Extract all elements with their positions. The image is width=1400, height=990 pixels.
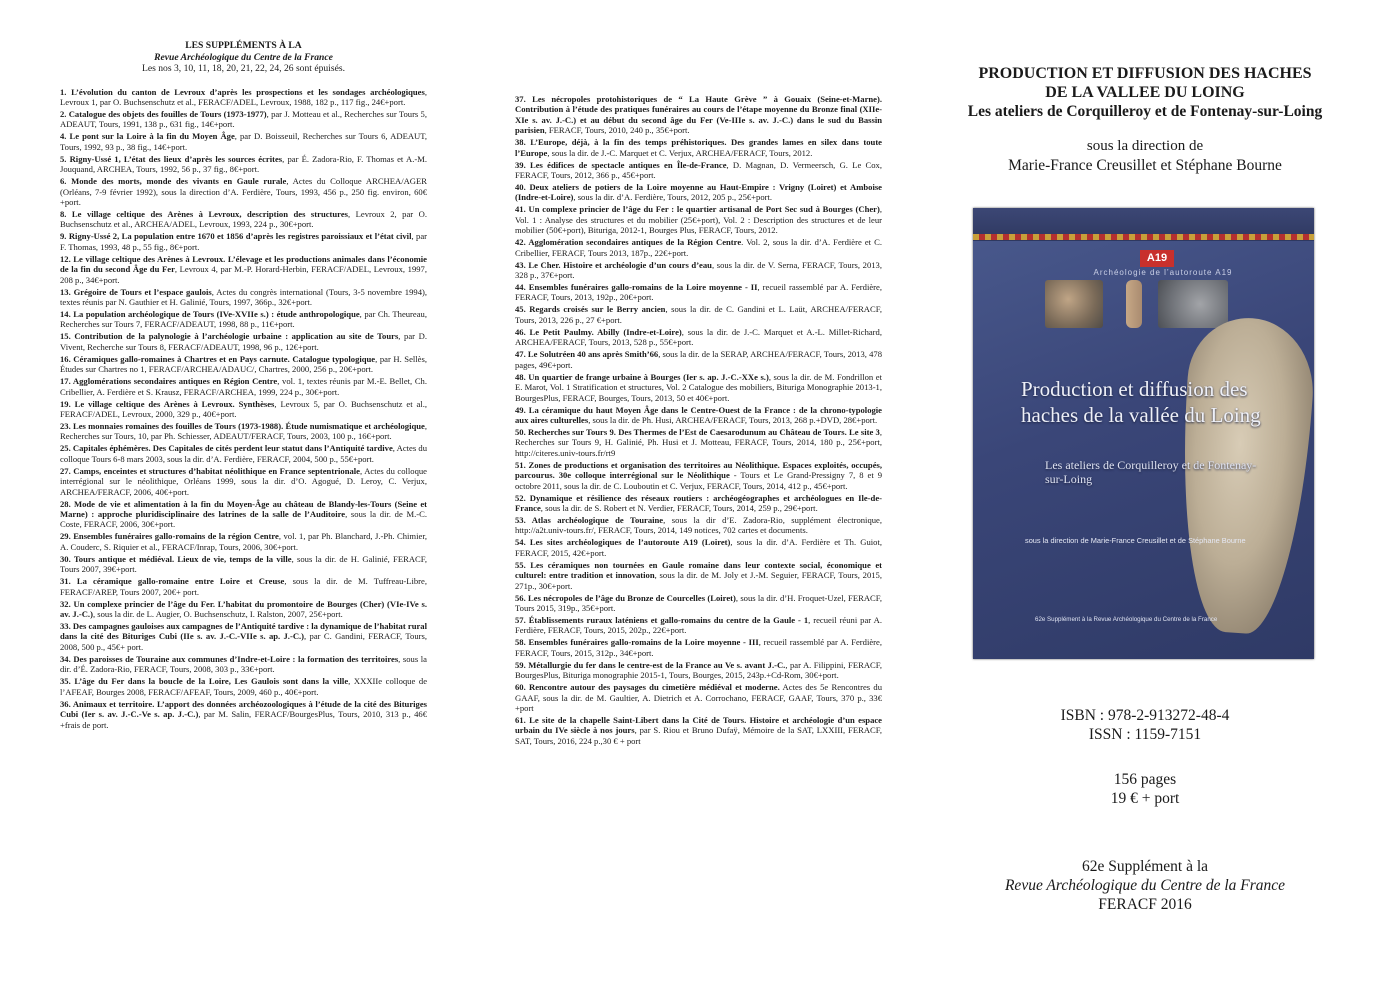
book-title-line2: DE LA VALLEE DU LOING (1045, 84, 1245, 101)
list-header (60, 40, 427, 75)
list-item (515, 372, 882, 403)
list-item (60, 443, 427, 464)
entry-title: 58. Ensembles funéraires gallo-romains de la Loire moyenne - III (515, 637, 759, 648)
list-item (515, 327, 882, 348)
entry-title: 29. Ensembles funéraires gallo-romains de la région Centre (60, 531, 279, 542)
entry-title: 8. Le village celtique des Arènes à Levroux, description des structures (60, 208, 348, 219)
entry-details: , Vol. 1 : Analyse des structures et du mobilier (25€+port), Vol. 2 : Description des structures et de leur mobilier (50€+port), Bituriga, 2012-1, Bourges Plus, FERACF, Tours, 2012. (515, 204, 882, 236)
list-item (60, 466, 427, 497)
entry-details: , par M. Salin, FERACF/BourgesPlus, Tours, 2010, 313 p., 46€+frais de port. (60, 709, 427, 730)
entry-details: , par H. Sellès, Études sur Chartres no 1, FERACF/ARCHEA/ADAUC/, Chartres, 2000, 256 p., 20€+port. (60, 353, 427, 375)
entry-details: , sous la dir d’E. Zadora-Rio, supplément électronique, http://a2t.univ-tours.fr/, FERACF, Tours, 2014, 149 notices, 702 cartes et documents. (515, 514, 882, 536)
entry-details: , sous la dir. d’É. Zadora-Rio, FERACF, Tours, 2008, 303 p., 33€+port. (60, 653, 427, 675)
list-item (60, 531, 427, 552)
list-header-journal: Revue Archéologique du Centre de la France (154, 51, 333, 63)
entry-details: , sous la dir. de la SERAP, ARCHEA/FERACF, Tours, 2013, 478 pages, 49€+port. (515, 349, 882, 370)
list-item (515, 405, 882, 426)
entry-details: , Actes du Colloque ARCHEA/AGER (Orléans, 7-9 février 1992), sous la direction d’A. Ferdière, Tours, 1993, 456 p., 250 fig. environ, 60€+port. (60, 176, 427, 207)
list-item (515, 304, 882, 325)
entry-title: 49. La céramique du haut Moyen Âge dans le Centre-Ouest de la France : de la chrono-typologie aux aires culturelles (515, 404, 882, 425)
entry-title: 23. Les monnaies romaines des fouilles de Tours (1973-1988). Étude numismatique et archéologique (60, 421, 425, 431)
entry-details: , Actes du colloque interrégional sur le néolithique, Orléans 1999, sous la dir. d’O. Agogué, D. Leroy, C. Verjux, ARCHEA/FERACF, 2006, 40€+port. (60, 465, 428, 497)
list-item (60, 176, 427, 207)
entry-title: 60. Rencontre autour des paysages du cimetière médiéval et moderne. (515, 682, 780, 693)
book-cover (973, 208, 1314, 659)
cover-series: Archéologie de l’autoroute A19 (1093, 268, 1233, 277)
entry-title: 51. Zones de productions et organisation des territoires au Néolithique. Espaces exploités, occupés, parcourus. 30e colloque interrégional sur le Néolithique (515, 459, 882, 481)
entry-title: 45. Regards croisés sur le Berry ancien (515, 304, 666, 315)
list-item (515, 615, 882, 636)
entry-title: 27. Camps, enceintes et structures d’habitat néolithique en France septentrionale (60, 465, 360, 476)
entry-details: , par J. Motteau et al., Recherches sur Tours 5, ADEAUT, Tours, 1991, 138 p., 631 fig., 14€+port. (60, 108, 427, 130)
entry-title: 37. Les nécropoles protohistoriques de “ La Haute Grève ” à Gouaix (Seine-et-Marne). Contribution à l’étude des pratiques funéraires au cours de l’étape moyenne du Bronze final (XIIe-XIe s. av. J.-C.) et au début du second âge du Fer (Ve-IIIe s. av. J.-C.) dans le sud du Bassin parisien (515, 94, 882, 136)
entry-details: , sous la dir. d’A. Ferdière, Tours, 2012, 205 p., 25€+port. (573, 192, 773, 203)
entry-title: 48. Un quartier de frange urbaine à Bourges (Ier s. ap. J.-C.-XXe s.) (515, 371, 769, 382)
list-item (60, 499, 427, 530)
entry-title: 5. Rigny-Ussé 1, L’état des lieux d’après les sources écrites (60, 153, 283, 164)
entry-details: , sous la dir. de S. Robert et N. Verdier, FERACF, Tours, 2014, 259 p., 29€+port. (540, 502, 818, 513)
list-item (515, 160, 882, 181)
entry-title: 25. Capitales éphémères. Des Capitales de cités perdent leur statut dans l’Antiquité tardive (60, 443, 393, 454)
entry-title: 57. Établissements ruraux laténiens et gallo-romains du centre de la Gaule - 1 (515, 614, 809, 625)
entry-title: 42. Agglomération secondaires antiques de la Région Centre (515, 237, 742, 248)
entry-title: 46. Le Petit Paulmy. Abilly (Indre-et-Loire) (515, 326, 682, 337)
entry-details: , recueil réuni par A. Ferdière, FERACF, Tours, 2015, 202p., 22€+port. (515, 614, 882, 636)
cover-photo-stone (1045, 280, 1103, 328)
cover-title: Production et diffusion des haches de la vallée du Loing (1021, 377, 1261, 427)
list-item (60, 254, 427, 285)
entry-title: 13. Grégoire de Tours et l’espace gaulois (60, 286, 212, 297)
entry-title: 28. Mode de vie et alimentation à la fin du Moyen-Âge au château de Blandy-les-Tours (Seine et Marne) : approche pluridisciplinaire des latrines de la salle de l’Auditoire (60, 498, 427, 520)
entry-details: , sous la dir. d’H. Froquet-Uzel, FERACF, Tours 2015, 319p., 35€+port. (515, 592, 882, 613)
entry-details: , vol. 1, textes réunis par M.-E. Bellet, Ch. Cribellier, A. Ferdière et S. Krausz, FERACF/ARCHEA, 1999, 224 p., 30€+port. (60, 376, 427, 397)
list-item (60, 131, 427, 152)
list-item (60, 376, 427, 397)
list-item (60, 399, 427, 420)
entry-title: 50. Recherches sur Tours 9. Des Thermes de l’Est de Caesarodunum au Château de Tours. Le site 3 (515, 426, 880, 437)
cover-direction: sous la direction de Marie-France Creusillet et de Stéphane Bourne (1025, 536, 1246, 545)
entry-details: , Levroux 1, par O. Buchsenschutz et al., FERACF/ADEL, Levroux, 1988, 182 p., 117 fig., 24€+port. (60, 86, 427, 107)
list-item (60, 676, 427, 697)
entry-details: , sous la dir. de Ph. Husi, ARCHEA/FERACF, Tours, 2013, 268 p.+DVD, 28€+port. (588, 414, 878, 425)
entry-title: 47. Le Solutréen 40 ans après Smith’66 (515, 349, 659, 360)
entry-title: 38. L’Europe, déjà, à la fin des temps préhistoriques. Des grandes lames en silex dans toute l’Europe (515, 137, 882, 158)
price: 19 € + port (1110, 790, 1180, 807)
entry-details: , sous la dir. de M. Fondrillon et E. Marot, Vol. 1 Stratification et structures, Vol. 2 Catalogue des mobiliers, Bituriga Monographie 2013-1, BourgesPlus, FERACF, Bourges, Tours, 2013, 50 et 40€+port. (515, 371, 882, 403)
entry-details: , vol. 1, par Ph. Blanchard, J.-Ph. Chimier, A. Couderc, S. Riquier et al., FERACF/Inrap, Tours, 2006, 30€+port. (60, 531, 427, 552)
list-item (60, 699, 427, 730)
entry-title: 55. Les céramiques non tournées en Gaule romaine dans leur contexte social, économique et culturel: entre tradition et innovation (515, 559, 882, 581)
entry-details: . Vol. 2, sous la dir. d’A. Ferdière et C. Cribellier, FERACF, Tours 2013, 187p., 22€+port. (515, 237, 882, 258)
entry-title: 1. L’évolution du canton de Levroux d’après les prospections et les sondages archéologiques (60, 86, 425, 97)
entry-details: , par A. Filippini, FERACF, BourgesPlus, Bituriga monographie 2015-1, Tours, Bourges, 2015, 243p.+Cd-Rom, 30€+port. (515, 659, 882, 681)
entry-title: 59. Métallurgie du fer dans le centre-est de la France au Ve s. avant J.-C. (515, 659, 786, 670)
list-item (515, 260, 882, 281)
list-item (515, 593, 882, 614)
list-header-title: LES SUPPLÉMENTS À LA (185, 40, 302, 51)
book-announcement (935, 64, 1355, 175)
entry-details: , sous la dir. de V. Serna, FERACF, Tours, 2013, 328 p., 37€+port. (515, 259, 883, 281)
entry-details: , Levroux 4, par M.-P. Horard-Herbin, FERACF/ADEL, Levroux, 1997, 208 p., 34€+port. (60, 264, 427, 285)
publisher-year: FERACF 2016 (1098, 896, 1192, 913)
entry-title: 30. Tours antique et médiéval. Lieux de vie, temps de la ville (60, 553, 292, 564)
list-item (515, 137, 882, 158)
entry-title: 4. Le pont sur la Loire à la fin du Moyen Âge (60, 131, 235, 142)
entry-title: 56. Les nécropoles de l’âge du Bronze de Courcelles (Loiret) (515, 592, 736, 603)
list-item (515, 660, 882, 681)
entry-details: , FERACF, Tours, 2010, 240 p., 35€+port. (544, 125, 690, 136)
list-item (60, 421, 427, 442)
entry-details: - Tours et Le Grand-Pressigny 7, 8 et 9 octobre 2011, sous la dir. de C. Louboutin et C. Verjux, FERACF, Tours, 2014, 412 p., 45€+port. (515, 470, 882, 491)
list-item (515, 204, 882, 235)
page-count: 156 pages (1113, 771, 1177, 788)
list-item (60, 354, 427, 375)
entry-details: , Levroux 5, par O. Buchsenschutz et al., FERACF/ADEL, Levroux, 2000, 329 p., 40€+port. (60, 398, 427, 419)
entry-details: , sous la dir. de L. Augier, O. Buchsenschutz, I. Ralston, 2007, 25€+port. (92, 609, 343, 620)
entry-title: 9. Rigny-Ussé 2, La population entre 1670 et 1856 d’après les registres paroissiaux et l’état civil (60, 231, 412, 242)
entry-title: 15. Contribution de la palynologie à l’archéologie urbaine : application au site de Tours (60, 331, 399, 342)
supplements-list-middle (515, 94, 882, 748)
entry-details: , XXXIIe colloque de l’AFEAF, Bourges 2008, FERACF/AFEAF, Tours, 2009, 460 p., 40€+port. (60, 676, 428, 697)
entry-details: , recueil rassemblé par A. Ferdière, FERACF, Tours, 2013, 192p., 20€+port. (515, 282, 882, 303)
list-item (60, 599, 427, 620)
identifiers (935, 706, 1355, 744)
cover-stripe (973, 234, 1314, 240)
entry-details: , sous la dir. de C. Gandini et L. Laüt, ARCHEA/FERACF, Tours, 2013, 226 p., 27 €+port. (515, 304, 882, 325)
book-direction: sous la direction de (1086, 138, 1204, 154)
list-item (60, 231, 427, 252)
entry-details: , Recherches sur Tours 9, H. Galinié, Ph. Husi et J. Motteau, FERACF, Tours, 2014, 180 p., 25€+port, http://citeres.univ-tours.fr/rt9 (515, 426, 882, 458)
entry-details: , sous la dir. d’A. Ferdière et Th. Guiot, FERACF, 2015, 42€+port. (515, 537, 882, 558)
entry-title: 17. Agglomérations secondaires antiques en Région Centre (60, 376, 278, 387)
entry-title: 32. Un complexe princier de l’âge du Fer. L’habitat du promontoire de Bourges (Cher) (VIe-IVe s. av. J.-C.) (60, 598, 427, 620)
entry-title: 14. La population archéologique de Tours (IVe-XVIIe s.) : étude anthropologique (60, 308, 360, 319)
list-item (60, 209, 427, 230)
supplements-list-left (60, 40, 427, 732)
entry-details: Actes des 5e Rencontres du GAAF, sous la dir. de M. Gaultier, A. Dietrich et A. Corrochano, FERACF, GAAF, Tours, 370 p., 33€+port (515, 682, 882, 713)
list-item (515, 94, 882, 136)
list-item (515, 537, 882, 558)
entry-title: 19. Le village celtique des Arènes à Levroux. Synthèses (60, 398, 275, 409)
list-item (60, 309, 427, 330)
list-item (60, 576, 427, 597)
entry-title: 44. Ensembles funéraires gallo-romains de la Loire moyenne - II (515, 282, 758, 293)
list-item (515, 282, 882, 303)
supplement-info (935, 857, 1355, 914)
entry-title: 53. Atlas archéologique de Touraine (515, 514, 664, 525)
entry-title: 34. Des paroisses de Touraine aux communes d’Indre-et-Loire : la formation des territoires (60, 653, 399, 664)
list-item (515, 715, 882, 746)
entry-list (515, 94, 882, 746)
entry-title: 2. Catalogue des objets des fouilles de Tours (1973-1977) (60, 108, 267, 119)
list-item (60, 554, 427, 575)
list-item (60, 109, 427, 130)
entry-details: , Recherches sur Tours, 10, par Ph. Schiesser, ADEAUT/FERACF, Tours, 2003, 100 p., 16€+port. (60, 421, 427, 442)
entry-details: , sous la dir. de M. Tuffreau-Libre, FERACF/AREP, Tours 2007, 20€+ port. (60, 576, 427, 597)
entry-details: , sous la dir. de H. Galinié, FERACF, Tours 2007, 39€+port. (60, 553, 427, 575)
entry-details: , sous la dir. de J.-C. Marquet et A.-L. Millet-Richard, ARCHEA/FERACF, Tours, 2013, 528 p., 55€+port. (515, 326, 882, 348)
entry-title: 61. Le site de la chapelle Saint-Libert dans la Cité de Tours. Histoire et archéologie d’un espace urbain du IVe siècle à nos jours (515, 715, 882, 736)
list-item (515, 493, 882, 514)
entry-list (60, 87, 427, 730)
book-subtitle: Les ateliers de Corquilleroy et de Fontenay-sur-Loing (967, 103, 1323, 120)
entry-title: 41. Un complexe princier de l’âge du Fer : le quartier artisanal de Port Sec sud à Bourges (Cher) (515, 204, 880, 215)
list-item (60, 621, 427, 652)
entry-title: 39. Les édifices de spectacle antiques en Île-de-France (515, 159, 727, 170)
cover-footer: 62e Supplément à la Revue Archéologique du Centre de la France (1035, 616, 1218, 623)
list-item (515, 349, 882, 370)
entry-details: , recueil rassemblé par A. Ferdière, FERACF, Tours, 2015, 312p., 34€+port. (515, 637, 882, 658)
cover-photo-rock (1158, 280, 1228, 328)
entry-title: 43. Le Cher. Histoire et archéologie d’un cours d’eau (515, 259, 712, 270)
entry-details: , Actes du congrès international (Tours, 3-5 novembre 1994), textes réunis par N. Gauthier et H. Galinié, Tours, 1997, 366p., 32€+port. (60, 286, 427, 307)
list-item (60, 654, 427, 675)
list-item (60, 287, 427, 308)
entry-title: 31. La céramique gallo-romaine entre Loire et Creuse (60, 576, 285, 587)
list-item (515, 637, 882, 658)
entry-details: , par Ch. Theureau, Recherches sur Tours 7, FERACF/ADEAUT, 1998, 88 p., 11€+port. (60, 308, 427, 330)
list-item (515, 237, 882, 258)
list-item (60, 154, 427, 175)
cover-photo-blade (1126, 280, 1142, 328)
list-item (515, 515, 882, 536)
entry-title: 33. Des campagnes gauloises aux campagnes de l’Antiquité tardive : la dynamique de l’habitat rural dans la cité des Bituriges Cubi (IIe s. av. J.-C.-VIIe s. ap. J.-C.) (60, 621, 427, 642)
entry-title: 12. Le village celtique des Arènes à Levroux. L’élevage et les productions animales dans l’économie de la fin du second Âge du Fer (60, 253, 427, 275)
list-item (515, 682, 882, 713)
issn: ISSN : 1159-7151 (1088, 726, 1202, 743)
journal-name: Revue Archéologique du Centre de la France (1004, 877, 1286, 894)
entry-details: , D. Magnan, D. Vermeersch, G. Le Cox, FERACF, Tours, 2012, 366 p., 45€+port. (515, 159, 883, 181)
entry-title: 52. Dynamique et résilience des réseaux routiers : archéogéographes et archéologues en Ile-de-France (515, 492, 882, 513)
entry-details: , par F. Thomas, 1993, 48 p., 55 fig., 8€+port. (60, 231, 427, 252)
entry-details: , Levroux 2, par O. Buchsenschutz et al., ARCHEA/ADEL, Levroux, 1993, 224 p., 30€+port. (60, 208, 427, 230)
entry-details: , par C. Gandini, FERACF, Tours, 2008, 500 p., 45€+ port. (60, 631, 427, 652)
entry-details: , sous la dir. de M. Joly et J.-M. Seguier, FERACF, Tours, 2015, 271p., 30€+port. (515, 570, 882, 591)
list-item (515, 560, 882, 591)
entry-details: , par É. Zadora-Rio, F. Thomas et A.-M. Jouquand, ARCHEA, Tours, 1992, 56 p., 37 fig., 8€+port. (60, 153, 428, 175)
list-item (515, 427, 882, 458)
entry-title: 35. L’âge du Fer dans la boucle de la Loire, Les Gaulois sont dans la ville (60, 676, 349, 687)
book-details (935, 770, 1355, 808)
entry-details: , par D. Vivent, Recherche sur Tours 8, FERACF/ADEAUT, 1998, 96 p., 12€+port. (60, 331, 427, 352)
isbn: ISBN : 978-2-913272-48-4 (1060, 707, 1230, 724)
supplement-number: 62e Supplément à la (1081, 858, 1209, 875)
entry-title: 6. Monde des morts, monde des vivants en Gaule rurale (60, 176, 287, 187)
cover-subtitle: Les ateliers de Corquilleroy et de Fontenay-sur-Loing (1045, 458, 1257, 486)
entry-details: , par D. Boisseuil, Recherches sur Tours 6, ADEAUT, Tours, 1992, 93 p., 38 fig., 14€+port. (60, 131, 427, 152)
cover-badge: A19 (1140, 250, 1174, 267)
entry-title: 54. Les sites archéologiques de l’autoroute A19 (Loiret) (515, 537, 731, 548)
entry-details: , Actes du colloque Tours 6-8 mars 2003, sous la dir. d’A. Ferdière, FERACF, 2004, 500 p., 55€+port. (60, 443, 427, 464)
list-item (60, 331, 427, 352)
list-item (515, 182, 882, 203)
entry-title: 36. Animaux et territoire. L’apport des données archéozoologiques à l’étude de la cité des Bituriges Cubi (Ier s. av. J.-C.-Ve s. ap. J.-C.) (60, 698, 427, 720)
entry-details: , par S. Riou et Bruno Dufaÿ, Mémoire de la SAT, LXXIII, FERACF, SAT, Tours, 2016, 224 p.,30 € + port (515, 725, 882, 746)
entry-details: , sous la dir. de M.-C. Coste, FERACF, 2006, 30€+port. (60, 509, 427, 530)
entry-title: 40. Deux ateliers de potiers de la Loire moyenne au Haut-Empire : Vrigny (Loiret) et Amboise (Indre-et-Loire) (515, 182, 882, 203)
list-header-note: Les nos 3, 10, 11, 18, 20, 21, 22, 24, 26 sont épuisés. (142, 63, 345, 74)
entry-title: 16. Céramiques gallo-romaines à Chartres et en Pays carnute. Catalogue typologique (60, 353, 376, 364)
list-item (60, 87, 427, 108)
entry-details: , sous la dir. de J.-C. Marquet et C. Verjux, ARCHEA/FERACF, Tours, 2012. (547, 147, 813, 158)
list-item (515, 460, 882, 491)
book-authors: Marie-France Creusillet et Stéphane Bourne (1008, 157, 1282, 174)
book-title-line1: PRODUCTION ET DIFFUSION DES HACHES (978, 65, 1312, 82)
